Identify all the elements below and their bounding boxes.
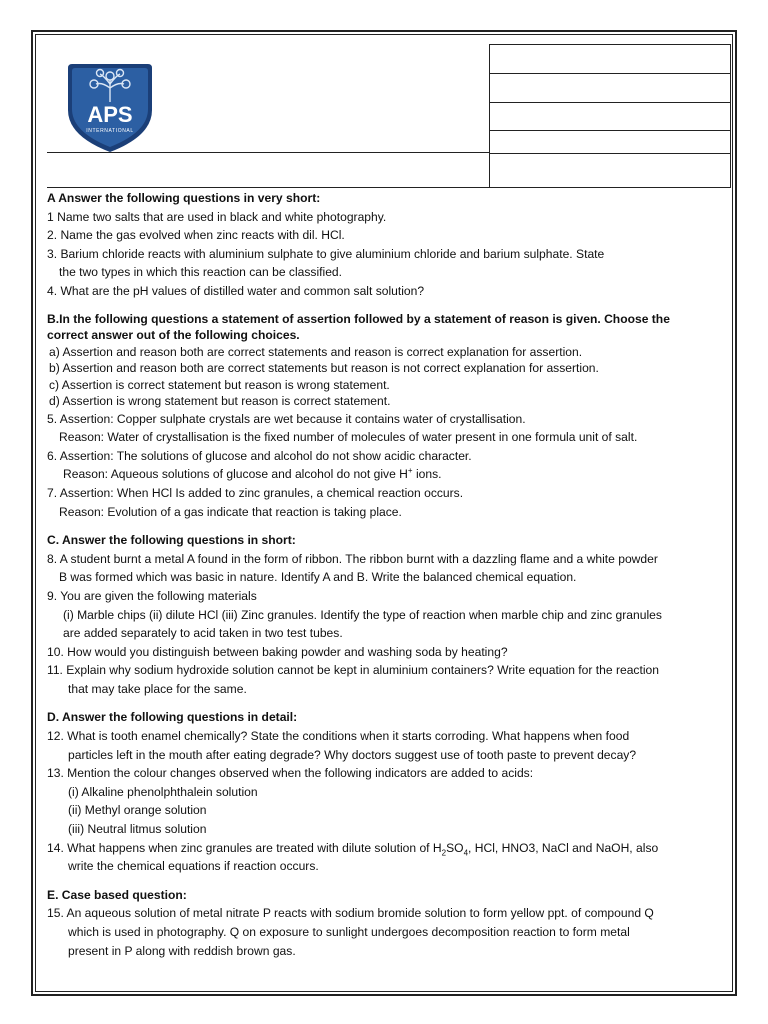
section-b-heading-cont: correct answer out of the following choices.	[47, 328, 300, 343]
info-box	[489, 44, 731, 188]
info-box-row-divider	[490, 153, 730, 154]
question-1: 1 Name two salts that are used in black and white photography.	[47, 209, 387, 224]
question-9-cont: are added separately to acid taken in two test tubes.	[63, 626, 343, 641]
question-13-i: (i) Alkaline phenolphthalein solution	[68, 784, 258, 799]
question-15: 15. An aqueous solution of metal nitrate P reacts with sodium bromide solution to form yellow ppt. of compound Q	[47, 906, 654, 921]
choice-b: b) Assertion and reason both are correct statements but reason is not correct explanation for assertion.	[49, 361, 599, 376]
question-14-cont: write the chemical equations if reaction occurs.	[68, 859, 319, 874]
question-15-cont: present in P along with reddish brown gas.	[68, 943, 296, 958]
question-11: 11. Explain why sodium hydroxide solution cannot be kept in aluminium containers? Write equation for the reaction	[47, 663, 659, 678]
question-2: 2. Name the gas evolved when zinc reacts with dil. HCl.	[47, 228, 345, 243]
question-5-reason: Reason: Water of crystallisation is the fixed number of molecules of water present in one formula unit of salt.	[59, 430, 638, 445]
question-3-cont: the two types in which this reaction can be classified.	[59, 265, 343, 280]
section-c-heading: C. Answer the following questions in short:	[47, 533, 296, 548]
question-4: 4. What are the pH values of distilled water and common salt solution?	[47, 283, 425, 298]
info-box-row-divider	[490, 130, 730, 131]
question-12: 12. What is tooth enamel chemically? State the conditions when it starts corroding. What happens when food	[47, 729, 630, 744]
choice-a: a) Assertion and reason both are correct statements and reason is correct explanation for assertion.	[49, 344, 583, 359]
question-13-iii: (iii) Neutral litmus solution	[68, 822, 207, 837]
question-13: 13. Mention the colour changes observed when the following indicators are added to acids:	[47, 766, 534, 781]
question-9: 9. You are given the following materials	[47, 588, 257, 603]
choice-c: c) Assertion is correct statement but reason is wrong statement.	[49, 377, 390, 392]
question-11-cont: that may take place for the same.	[68, 681, 247, 696]
question-12-cont: particles left in the mouth after eating degrade? Why doctors suggest use of tooth paste to prevent decay?	[68, 747, 637, 762]
question-6-reason: Reason: Aqueous solutions of glucose and alcohol do not give H+ ions.	[63, 466, 442, 482]
question-6-assertion: 6. Assertion: The solutions of glucose and alcohol do not show acidic character.	[47, 448, 472, 463]
choice-d: d) Assertion is wrong statement but reason is correct statement.	[49, 394, 391, 409]
aps-logo	[64, 58, 156, 154]
question-5-assertion: 5. Assertion: Copper sulphate crystals are wet because it contains water of crystallisation.	[47, 411, 526, 426]
question-10: 10. How would you distinguish between baking powder and washing soda by heating?	[47, 644, 508, 659]
info-box-row-divider	[490, 73, 730, 74]
question-7-reason: Reason: Evolution of a gas indicate that reaction is taking place.	[59, 504, 402, 519]
question-14: 14. What happens when zinc granules are treated with dilute solution of $H_2SO_4$, HCl, HNO3, NaCl and NaOH, also	[47, 840, 659, 858]
section-b-heading: B.In the following questions a statement of assertion followed by a statement of reason is given. Choose the	[47, 311, 670, 326]
header-rule-top	[47, 152, 490, 153]
question-9-materials: (i) Marble chips (ii) dilute HCl (iii) Zinc granules. Identify the type of reaction when marble chip and zinc granules	[63, 607, 662, 622]
logo-text: APS	[87, 102, 133, 127]
logo-subtext: INTERNATIONAL	[86, 128, 134, 134]
question-8-cont: B was formed which was basic in nature. Identify A and B. Write the balanced chemical equation.	[59, 570, 577, 585]
worksheet-content	[47, 189, 727, 960]
info-box-row-divider	[490, 102, 730, 103]
question-3: 3. Barium chloride reacts with aluminium sulphate to give aluminium chloride and barium sulphate. State	[47, 246, 605, 261]
question-8: 8. A student burnt a metal A found in the form of ribbon. The ribbon burnt with a dazzling flame and a white powder	[47, 551, 658, 566]
question-15-cont: which is used in photography. Q on exposure to sunlight undergoes decomposition reaction to form metal	[68, 925, 630, 939]
section-d-heading: D. Answer the following questions in detail:	[47, 710, 298, 725]
header-rule-bottom	[47, 187, 490, 188]
section-e-heading: E. Case based question:	[47, 887, 187, 902]
question-13-ii: (ii) Methyl orange solution	[68, 803, 207, 818]
section-a-heading: A Answer the following questions in very short:	[47, 191, 321, 205]
question-7-assertion: 7. Assertion: When HCl Is added to zinc granules, a chemical reaction occurs.	[47, 485, 464, 500]
